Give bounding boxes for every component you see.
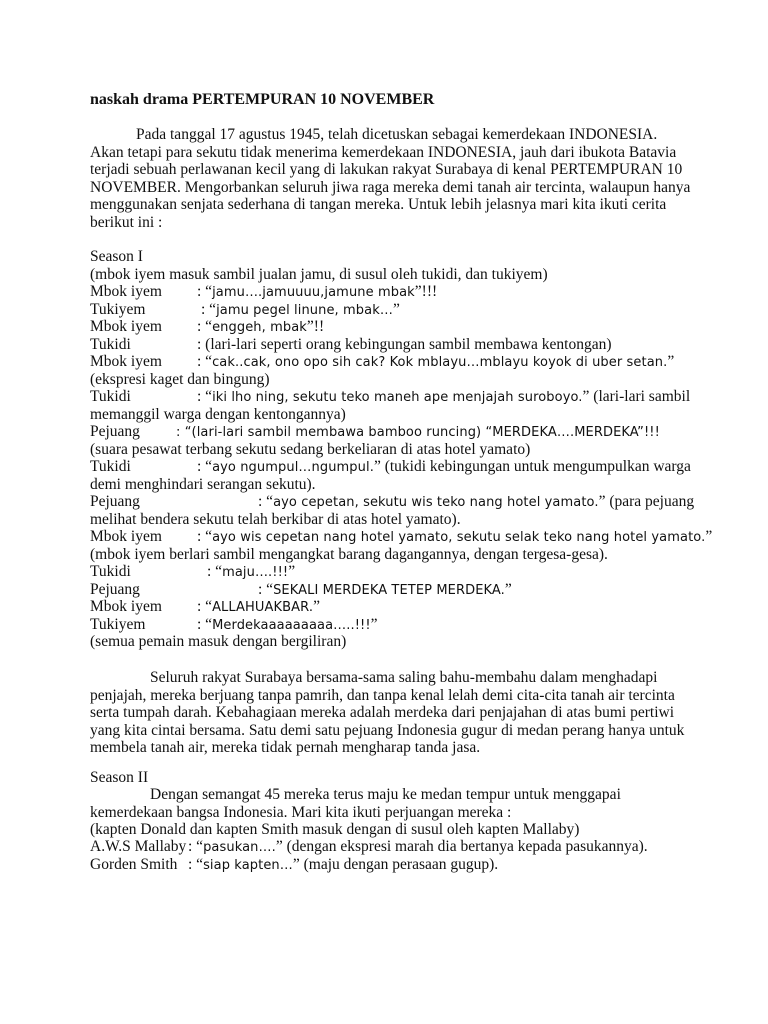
dialogue-speech: enggeh, mbak xyxy=(212,320,307,335)
dialogue-line xyxy=(90,458,691,477)
dialogue-tail: ” xyxy=(370,616,378,633)
dialogue-speech: ayo ngumpul…ngumpul. xyxy=(212,460,374,475)
speaker-name: Mbok iyem xyxy=(90,598,162,615)
dialogue-speech: pasukan…. xyxy=(203,840,276,855)
season-2-intro xyxy=(90,786,690,821)
dialogue-speech: Merdekaaaaaaaaa…..!!! xyxy=(212,618,371,633)
dialogue-colon: : “ xyxy=(197,318,213,335)
speaker-name: Pejuang xyxy=(90,493,140,510)
stage-direction: memanggil warga dengan kentongannya) xyxy=(90,406,346,423)
intro-paragraph xyxy=(90,126,690,232)
stage-direction: (ekspresi kaget dan bingung) xyxy=(90,371,270,388)
dialogue-speech: SEKALI MERDEKA TETEP MERDEKA. xyxy=(273,583,505,598)
stage-direction: demi menghindari serangan sekutu). xyxy=(90,476,316,493)
dialogue-speech: ayo wis cepetan nang hotel yamato, sekutu selak teko nang hotel yamato. xyxy=(212,530,706,545)
dialogue-colon: : “ xyxy=(197,353,213,370)
dialogue-colon: : “(lari-lari sambil membawa bamboo runcing) “MERDEKA….MERDEKA”!!! xyxy=(176,425,660,440)
dialogue-colon: : “ xyxy=(197,616,213,633)
dialogue-colon: : “ xyxy=(258,581,274,598)
dialogue-speech: iki lho ning, sekutu teko maneh ape menjajah suroboyo. xyxy=(212,390,583,405)
dialogue-line xyxy=(90,528,712,547)
speaker-name: Mbok iyem xyxy=(90,283,162,300)
speaker-name: Tukidi xyxy=(90,458,131,475)
dialogue-line xyxy=(90,856,498,875)
dialogue-colon: : “ xyxy=(188,838,204,855)
stage-direction: (mbok iyem berlari sambil mengangkat barang dagangannya, dengan tergesa-gesa). xyxy=(90,546,608,563)
narration-line: Seluruh rakyat Surabaya bersama-sama saling bahu-membahu dalam menghadapi xyxy=(150,669,658,686)
dialogue-line xyxy=(90,838,648,857)
dialogue-line xyxy=(90,616,378,635)
dialogue-speech: ayo cepetan, sekutu wis teko nang hotel yamato. xyxy=(273,495,599,510)
stage-direction: melihat bendera sekutu telah berkibar di atas hotel yamato). xyxy=(90,511,461,528)
dialogue-speech: siap kapten… xyxy=(203,858,293,873)
intro-line: NOVEMBER. Mengorbankan seluruh jiwa raga mereka demi tanah air tercinta, walaupun hanya xyxy=(90,178,691,196)
dialogue-colon: : “ xyxy=(197,528,213,545)
speaker-name: Mbok iyem xyxy=(90,318,162,335)
dialogue-tail: ” xyxy=(667,353,675,370)
dialogue-line xyxy=(90,423,660,442)
speaker-name: A.W.S Mallaby xyxy=(90,838,187,855)
dialogue-line xyxy=(90,283,437,302)
intro-line: Akan tetapi para sekutu tidak menerima kemerdekaan INDONESIA, jauh dari ibukota Batavia xyxy=(90,143,677,161)
stage-direction: (semua pemain masuk dengan bergiliran) xyxy=(90,633,347,650)
speaker-name: Pejuang xyxy=(90,423,140,440)
dialogue-tail: ” (lari-lari sambil xyxy=(582,388,691,405)
narration-line: penjajah, mereka berjuang tanpa pamrih, dan tanpa kenal lelah demi cita-cita tanah air tercinta xyxy=(90,686,675,704)
dialogue-tail: ” xyxy=(288,563,296,580)
season-2-intro-line: kemerdekaan bangsa Indonesia. Mari kita ikuti perjuangan mereka : xyxy=(90,803,512,821)
intro-line: Pada tanggal 17 agustus 1945, telah dicetuskan sebagai kemerdekaan INDONESIA. xyxy=(136,126,658,143)
dialogue-tail: ” (dengan ekspresi marah dia bertanya kepada pasukannya). xyxy=(275,838,648,855)
dialogue-tail: ”!!! xyxy=(414,283,438,300)
dialogue-colon: : “ xyxy=(197,598,213,615)
intro-line: terjadi sebuah perlawanan kecil yang di lakukan rakyat Surabaya di kenal PERTEMPURAN 10 xyxy=(90,161,683,179)
narration-line: yang kita cintai bersama. Satu demi satu pejuang Indonesia gugur di medan perang hanya untuk xyxy=(90,721,685,739)
speaker-name: Tukidi xyxy=(90,563,131,580)
dialogue-colon: : “ xyxy=(258,493,274,510)
dialogue-line xyxy=(90,336,612,354)
dialogue-colon: : “ xyxy=(197,283,213,300)
intro-line: menggunakan senjata sederhana di tangan mereka. Untuk lebih jelasnya mari kita ikuti cerita xyxy=(90,196,667,214)
dialogue-colon: : “ xyxy=(207,563,223,580)
speaker-name: Gorden Smith xyxy=(90,856,178,873)
narration-paragraph xyxy=(90,669,690,757)
dialogue-colon: : (lari-lari seperti orang kebingungan sambil membawa kentongan) xyxy=(197,336,612,353)
speaker-name: Tukidi xyxy=(90,388,131,405)
dialogue-colon: : “ xyxy=(188,856,204,873)
speaker-name: Mbok iyem xyxy=(90,528,162,545)
dialogue-line xyxy=(90,581,512,600)
dialogue-line xyxy=(90,318,324,337)
stage-direction: (suara pesawat terbang sekutu sedang berkeliaran di atas hotel yamato) xyxy=(90,441,531,458)
dialogue-speech: jamu….jamuuuu,jamune mbak xyxy=(212,285,415,300)
dialogue-tail: ” (tukidi kebingungan untuk mengumpulkan warga xyxy=(373,458,691,475)
season-1-heading: Season I xyxy=(90,248,143,265)
narration-line: membela tanah air, mereka tidak pernah mengharap tanda jasa. xyxy=(90,739,481,757)
speaker-name: Tukiyem xyxy=(90,301,146,318)
dialogue-tail: ” xyxy=(313,598,320,615)
dialogue-line xyxy=(90,598,320,617)
speaker-name: Tukidi xyxy=(90,336,131,353)
stage-direction: (kapten Donald dan kapten Smith masuk dengan di susul oleh kapten Mallaby) xyxy=(90,821,580,838)
dialogue-tail: ” xyxy=(392,301,400,318)
dialogue-tail: ”!! xyxy=(306,318,325,335)
dialogue-tail: ” (para pejuang xyxy=(598,493,695,510)
dialogue-tail: ” xyxy=(504,581,512,598)
season-2-heading: Season II xyxy=(90,769,149,786)
speaker-name: Pejuang xyxy=(90,581,140,598)
dialogue-speech: jamu pegel linune, mbak… xyxy=(216,303,393,318)
dialogue-line xyxy=(90,353,674,372)
speaker-name: Mbok iyem xyxy=(90,353,162,370)
dialogue-line xyxy=(90,563,295,582)
dialogue-line xyxy=(90,493,694,512)
stage-direction: (mbok iyem masuk sambil jualan jamu, di susul oleh tukidi, dan tukiyem) xyxy=(90,266,548,283)
speaker-name: Tukiyem xyxy=(90,616,146,633)
dialogue-speech: cak..cak, ono opo sih cak? Kok mblayu…mblayu koyok di uber setan. xyxy=(212,355,668,370)
intro-line: berikut ini : xyxy=(90,213,163,231)
dialogue-line xyxy=(90,301,400,320)
dialogue-line xyxy=(90,388,690,407)
dialogue-colon: : “ xyxy=(197,458,213,475)
dialogue-speech: ALLAHUAKBAR. xyxy=(212,600,314,615)
document-title: naskah drama PERTEMPURAN 10 NOVEMBER xyxy=(90,91,435,108)
narration-line: serta tumpah darah. Kebahagiaan mereka adalah merdeka dari penjajahan di atas bumi pertiwi xyxy=(90,704,675,722)
dialogue-colon: : “ xyxy=(197,388,213,405)
dialogue-tail: ” xyxy=(705,528,713,545)
dialogue-speech: maju….!!! xyxy=(222,565,289,580)
dialogue-tail: ” (maju dengan perasaan gugup). xyxy=(292,856,499,873)
season-2-intro-line: Dengan semangat 45 mereka terus maju ke medan tempur untuk menggapai xyxy=(150,786,621,803)
dialogue-colon: : “ xyxy=(201,301,217,318)
